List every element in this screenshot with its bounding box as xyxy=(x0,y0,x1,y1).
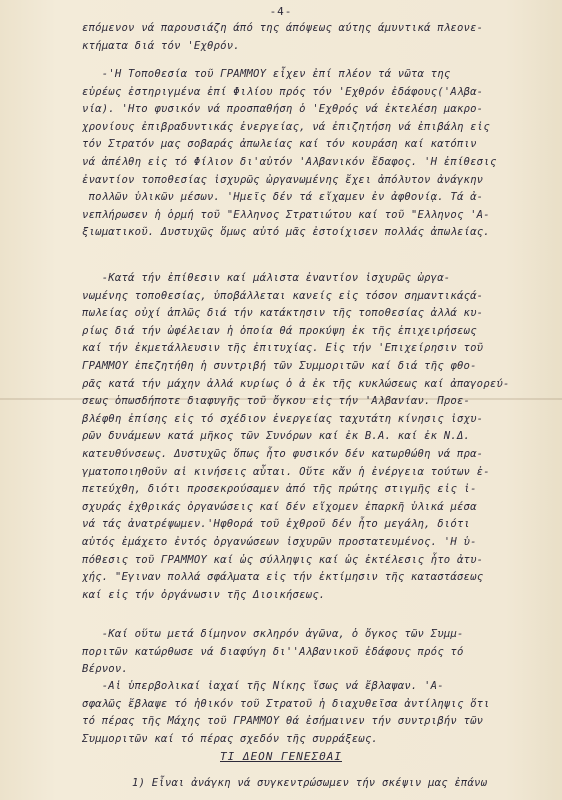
text-line: ἐναντίον τοποθεσίας ἰσχυρῶς ὠργανωμένης ἔχει ἀπόλυτον ἀνάγκην xyxy=(82,173,484,186)
text-line: ρᾶς κατά τήν μάχην ἀλλά κυρίως ὁ ἀ ἐκ τῆς κυκλώσεως καί ἀπαγορεύ- xyxy=(82,377,510,390)
text-line: σχυράς ἐχθρικάς ὀργανώσεις καί δέν εἴχομεν ἐπαρκῆ ὑλικά μέσα xyxy=(82,500,477,513)
text-line: νά ἀπέλθη εἰς τό Φίλιον δι'αὐτόν 'Αλβανικόν ἔδαφος. 'Η ἐπίθεσις xyxy=(82,155,497,168)
page-number: -4- xyxy=(269,5,293,18)
text-line: νά τάς ἀνατρέψωμεν.'Ηφθορά τοῦ ἐχθροῦ δέν ἦτο μεγάλη, διότι xyxy=(82,518,471,531)
text-line: γματοποιηθοῦν αἱ κινήσεις αὗται. Οὔτε κἄν ἡ ἐνέργεια τούτων ἐ- xyxy=(82,465,490,478)
text-line: χής. "Εγιναν πολλά σφάλματα εἰς τήν ἐκτίμησιν τῆς καταστάσεως xyxy=(82,571,484,584)
text-line: ξιωματικοῦ. Δυστυχῶς ὅμως αὐτό μᾶς ἐστοίχισεν πολλάς ἀπωλείας. xyxy=(82,226,490,239)
text-line: -Κατά τήν ἐπίθεσιν καί μάλιστα ἐναντίον ἰσχυρῶς ὠργα- xyxy=(82,272,451,284)
text-line: -Καί οὕτω μετά δίμηνον σκληρόν ἀγῶνα, ὁ ὄγκος τῶν Συμμ- xyxy=(82,628,464,640)
text-line: σφαλῶς ἔβλαψε τό ἠθικόν τοῦ Στρατοῦ ἡ διαχυθεῖσα ἀντίληψις ὅτι xyxy=(82,697,490,710)
text-line: ποριτῶν κατώρθωσε νά διαφύγη δι''Αλβανικοῦ ἐδάφους πρός τό xyxy=(82,645,464,658)
text-line: -Αἱ ὑπερβολικαί ἰαχαί τῆς Νίκης ἴσως νά ἔβλαψαν. 'Α- xyxy=(82,680,444,692)
paragraph-4 xyxy=(82,626,552,679)
text-line: βλέφθη ἐπίσης εἰς τό σχέδιον ἐνεργείας ταχυτάτη κίνησις ἰσχυ- xyxy=(82,412,484,425)
text-line: νεπλήρωσεν ἡ ὁρμή τοῦ "Ελληνος Στρατιώτου καί τοῦ "Ελληνος 'Α- xyxy=(82,208,490,221)
text-line: χρονίους ἐπιβραδυντικάς ἐνεργείας, νά ἐπιζητήση νά ἐπιβάλη εἰς xyxy=(82,120,490,133)
text-line: πωλείας οὐχί ἁπλῶς διά τήν κατάκτησιν τῆς τοποθεσίας ἀλλά κυ- xyxy=(82,307,484,320)
text-line: επόμενον νά παρουσιάζη άπό της άπόψεως αύτης άμυντικά πλεονε- xyxy=(82,22,484,34)
text-line: καί τήν ἐκμετάλλευσιν τῆς ἐπιτυχίας. Εἰς τήν 'Επιχείρησιν τοῦ xyxy=(82,342,484,355)
text-line: πετεύχθη, διότι προσεκρούσαμεν ἀπό τῆς πρώτης στιγμῆς εἰς ἰ- xyxy=(82,483,477,496)
text-line: εὐρέως ἐστηριγμένα ἐπί Φιλίου πρός τόν 'Εχθρόν ἐδάφους('Αλβα- xyxy=(82,85,484,98)
text-line: Συμμοριτῶν καί τό πέρας σχεδόν τῆς συρράξεως. xyxy=(82,732,379,745)
section-heading: ΤΙ ΔΕΟΝ ΓΕΝΕΣΘΑΙ xyxy=(220,750,342,763)
text-line: ρίως διά τήν ὠφέλειαν ἡ ὁποία θά προκύψη ἐκ τῆς ἐπιχειρήσεως xyxy=(82,324,477,337)
text-line: τόν Στρατόν μας σοβαράς ἀπωλείας καί τόν κουράση καί κατόπιν xyxy=(82,138,477,151)
paragraph-3 xyxy=(82,270,552,604)
paragraph-1 xyxy=(82,20,552,55)
text-line: πόθεσις τοῦ ΓΡΑΜΜΟΥ καί ὡς σύλληψις καί ὡς ἐκτέλεσις ἦτο ἀτυ- xyxy=(82,553,484,566)
text-line: ΓΡΑΜΜΟΥ ἐπεζητήθη ἡ συντριβή τῶν Συμμοριτῶν καί διά τῆς φθο- xyxy=(82,359,477,372)
text-line: κτήματα διά τόν 'Εχθρόν. xyxy=(82,39,240,52)
text-line: αὐτός ἐμάχετο ἐντός ὀργανώσεων ἰσχυρῶν προστατευμένος. 'Η ὑ- xyxy=(82,535,477,548)
text-line: -'Η Τοποθεσία τοῦ ΓΡΑΜΜΟΥ εἶχεν ἐπί πλέον τά νῶτα της xyxy=(82,68,451,80)
text-line: πολλῶν ὑλικῶν μέσων. 'Ημεῖς δέν τά εἴχαμεν ἐν ἀφθονίᾳ. Τά ἀ- xyxy=(82,191,484,204)
last-line: 1) Εἶναι ἀνάγκη νά συγκεντρώσωμεν τήν σκέψιν μας ἐπάνω xyxy=(132,777,488,789)
paragraph-5 xyxy=(82,678,552,748)
text-line: σεως ὁπωσδήποτε διαφυγῆς τοῦ ὄγκου εἰς τήν 'Αλβανίαν. Προε- xyxy=(82,395,471,408)
text-line: καί εἰς τήν ὀργάνωσιν τῆς Διοικήσεως. xyxy=(82,588,326,601)
text-line: τό πέρας τῆς Μάχης τοῦ ΓΡΑΜΜΟΥ θά ἐσήμαινεν τήν συντριβήν τῶν xyxy=(82,715,484,728)
text-line: νωμένης τοποθεσίας, ὑποβάλλεται κανείς εἰς τόσον σημαντικάςά- xyxy=(82,289,484,302)
text-line: κατευθύνσεως. Δυστυχῶς ὅπως ἦτο φυσικόν δέν κατωρθώθη νά πρα- xyxy=(82,447,484,460)
text-line: Βέρνον. xyxy=(82,663,129,676)
text-line: νία). 'Ητο φυσικόν νά προσπαθήση ὁ 'Εχθρός νά ἐκτελέση μακρο- xyxy=(82,103,484,116)
text-line: ρῶν δυνάμεων κατά μῆκος τῶν Συνόρων καί ἐκ Β.Α. καί ἐκ Ν.Δ. xyxy=(82,430,471,443)
paragraph-2 xyxy=(82,66,552,242)
